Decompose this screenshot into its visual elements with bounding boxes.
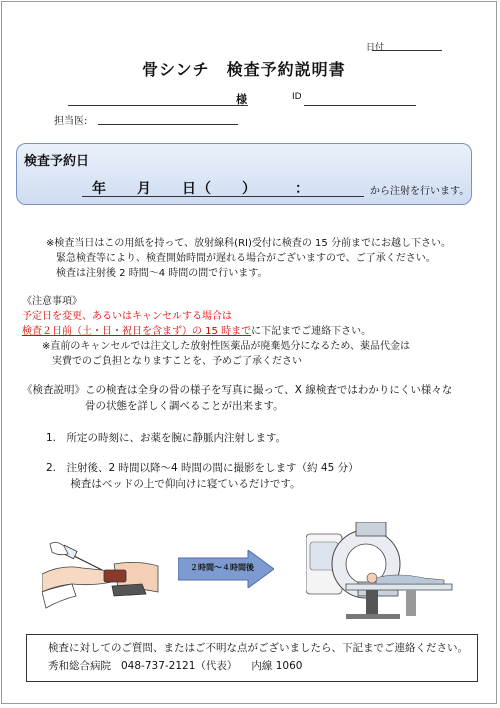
- id-line: [304, 105, 416, 106]
- caution-note: ※直前のキャンセルでは注文した放射性医薬品が廃棄処分になるため、薬品代金は: [22, 341, 410, 352]
- caution-note: 実費でのご負担となりますことを、予めご了承ください: [22, 356, 302, 367]
- injection-illustration: [42, 534, 160, 612]
- step-2: 2. 注射後、2 時間以降～4 時間の間に撮影をします（約 45 分）: [46, 462, 359, 474]
- note-line: 緊急検査等により、検査開始時間が遅れる場合がございますので、ご了承ください。: [46, 253, 436, 264]
- hospital-name: 秀和総合病院: [48, 660, 111, 672]
- note-line: 検査は注射後 2 時間～4 時間の間で行います。: [46, 268, 268, 279]
- id-label: ID: [292, 92, 302, 102]
- appointment-date-line: [82, 196, 364, 197]
- note-line: ※検査当日はこの用紙を持って、放射線科(RI)受付に検査の 15 分前までにお越し下さい。: [46, 238, 451, 249]
- step-1: 1. 所定の時刻に、お薬を腕に静脈内注射します。: [46, 432, 287, 444]
- patient-suffix: 様: [236, 93, 247, 106]
- caution-red-line: 予定日を変更、あるいはキャンセルする場合は: [22, 311, 232, 322]
- arrow-label: ２時間～４時間後: [190, 563, 254, 572]
- explanation-line: 《検査説明》この検査は全身の骨の様子を写真に撮って、X 線検査ではわかりにくい様々な: [22, 384, 453, 396]
- patient-name-line: [68, 105, 248, 106]
- visit-notes: [46, 236, 451, 281]
- page-title: 骨シンチ 検査予約説明書: [142, 60, 346, 79]
- explanation-line: 骨の状態を詳しく調べることが出来ます。: [22, 400, 284, 412]
- caution-deadline-rest: に下記までご連絡下さい。: [251, 326, 372, 337]
- step-spacer: [46, 446, 359, 460]
- appointment-suffix: から注射を行います。: [370, 186, 470, 197]
- caution-deadline-line: [22, 324, 410, 339]
- doctor-label: 担当医:: [54, 116, 88, 127]
- scanner-illustration: [306, 522, 456, 620]
- caution-deadline: 検査２日前（土・日・祝日を含まず）の 15 時まで: [22, 326, 252, 337]
- caution-heading: 《注意事項》: [22, 296, 82, 307]
- contact-message: 検査に対してのご質問、またはご不明な点がございましたら、下記までご連絡ください。: [48, 642, 468, 654]
- document-page: [1, 1, 497, 704]
- extension-number: 内線 1060: [251, 660, 303, 672]
- contact-details: [48, 658, 302, 673]
- doctor-line: [98, 124, 238, 125]
- appointment-date-template: 年 月 日（ ） ：: [92, 181, 310, 197]
- appointment-heading: 検査予約日: [24, 154, 90, 169]
- date-label: 日付: [366, 43, 385, 53]
- date-line: [372, 50, 442, 51]
- step-2-detail: 検査はベッドの上で仰向けに寝ているだけです。: [46, 478, 301, 490]
- phone-number: 048-737-2121（代表）: [121, 660, 238, 672]
- explanation-section: [22, 382, 452, 414]
- caution-section: [22, 294, 410, 369]
- steps-list: [46, 430, 359, 492]
